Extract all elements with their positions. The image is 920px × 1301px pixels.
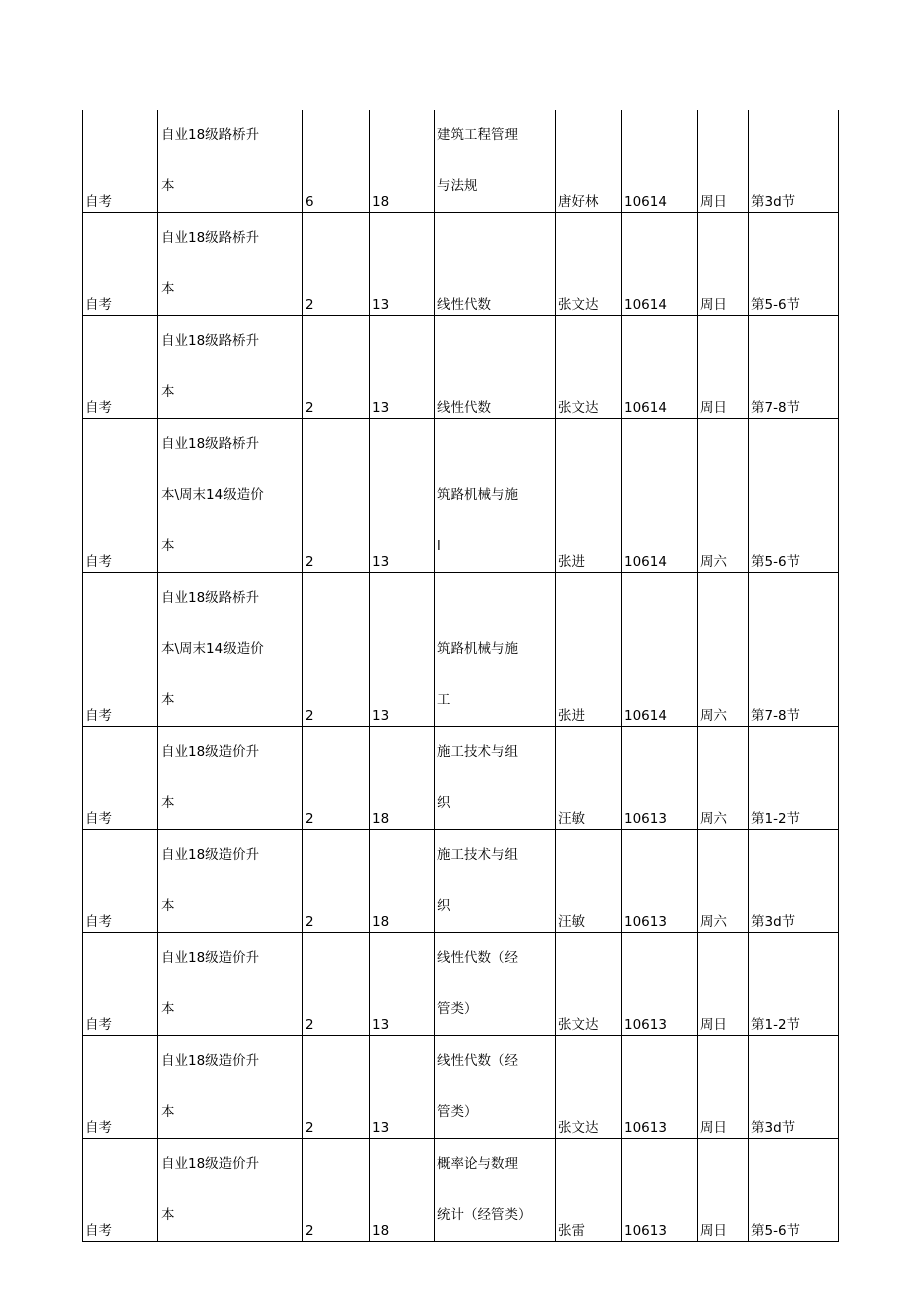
room-cell <box>622 316 698 419</box>
class-name-line: 自业18级路桥升 <box>161 127 260 143</box>
class-name-cell <box>158 933 303 1036</box>
period-cell <box>749 213 839 316</box>
room-number: 10614 <box>624 708 667 724</box>
teacher-name: 张文达 <box>558 1120 599 1136</box>
room-number: 10614 <box>624 400 667 416</box>
exam-type: 自考 <box>85 914 112 930</box>
course-name-cell <box>435 1036 556 1139</box>
class-name-line: 本 <box>161 1104 175 1120</box>
teacher-name: 汪敏 <box>558 811 585 827</box>
period: 第3d节 <box>751 914 796 930</box>
exam-type-cell <box>83 419 158 573</box>
course-name-cell <box>435 933 556 1036</box>
teacher-cell <box>556 727 622 830</box>
exam-type-cell <box>83 316 158 419</box>
period: 第5-6节 <box>751 554 801 570</box>
count-a-cell <box>303 573 370 727</box>
class-name-line: 本 <box>161 898 175 914</box>
exam-type: 自考 <box>85 1223 112 1239</box>
count-b-cell <box>370 213 435 316</box>
period-cell <box>749 830 839 933</box>
count-a-cell <box>303 316 370 419</box>
count-b-cell <box>370 419 435 573</box>
count-b-cell <box>370 1036 435 1139</box>
teacher-cell <box>556 1036 622 1139</box>
count-a: 2 <box>305 1017 314 1033</box>
weekday-cell <box>698 830 749 933</box>
count-a: 2 <box>305 1223 314 1239</box>
course-name-cell <box>435 419 556 573</box>
period: 第7-8节 <box>751 400 801 416</box>
class-name-cell <box>158 727 303 830</box>
room-number: 10614 <box>624 194 667 210</box>
course-name-cell <box>435 573 556 727</box>
weekday-cell <box>698 110 749 213</box>
class-name-line: 本 <box>161 692 175 708</box>
class-name-line: 本 <box>161 795 175 811</box>
exam-type-cell <box>83 1036 158 1139</box>
count-b: 13 <box>372 1017 390 1033</box>
class-name-line: 本 <box>161 178 175 194</box>
weekday-cell <box>698 1139 749 1242</box>
teacher-name: 张进 <box>558 554 585 570</box>
period-cell <box>749 1139 839 1242</box>
class-name-line: 自业18级造价升 <box>161 847 260 863</box>
table-row <box>83 727 839 830</box>
class-name-line: 本\周末14级造价 <box>161 641 264 657</box>
period-cell <box>749 727 839 830</box>
count-a-cell <box>303 830 370 933</box>
teacher-name: 汪敏 <box>558 914 585 930</box>
class-name-cell <box>158 316 303 419</box>
weekday: 周日 <box>700 400 727 416</box>
count-a-cell <box>303 727 370 830</box>
period-cell <box>749 419 839 573</box>
weekday-cell <box>698 573 749 727</box>
class-name-cell <box>158 830 303 933</box>
exam-type-cell <box>83 213 158 316</box>
weekday: 周六 <box>700 708 727 724</box>
period-cell <box>749 1036 839 1139</box>
course-name-line: 线性代数（经 <box>437 1053 518 1069</box>
table-row <box>83 316 839 419</box>
course-name-line: 线性代数（经 <box>437 950 518 966</box>
exam-type: 自考 <box>85 554 112 570</box>
count-b-cell <box>370 933 435 1036</box>
class-name-line: 本 <box>161 384 175 400</box>
course-name-cell <box>435 727 556 830</box>
table-row <box>83 213 839 316</box>
weekday: 周日 <box>700 1223 727 1239</box>
weekday: 周六 <box>700 811 727 827</box>
table-row <box>83 573 839 727</box>
class-name-line: 自业18级路桥升 <box>161 230 260 246</box>
class-name-line: 自业18级造价升 <box>161 744 260 760</box>
count-b-cell <box>370 727 435 830</box>
count-b: 13 <box>372 400 390 416</box>
course-name-line: 管类） <box>437 1001 478 1017</box>
teacher-name: 张文达 <box>558 1017 599 1033</box>
teacher-name: 张进 <box>558 708 585 724</box>
exam-type: 自考 <box>85 1120 112 1136</box>
class-name-line: 自业18级路桥升 <box>161 436 260 452</box>
exam-type: 自考 <box>85 194 112 210</box>
course-name-line: 概率论与数理 <box>437 1156 518 1172</box>
count-b: 18 <box>372 914 390 930</box>
count-b: 13 <box>372 297 390 313</box>
class-name-line: 本 <box>161 281 175 297</box>
course-name-line: 工 <box>437 692 451 708</box>
period: 第1-2节 <box>751 811 801 827</box>
period: 第3d节 <box>751 194 796 210</box>
course-name-line: 与法规 <box>437 178 478 194</box>
teacher-cell <box>556 933 622 1036</box>
exam-type-cell <box>83 727 158 830</box>
teacher-cell <box>556 316 622 419</box>
weekday: 周六 <box>700 914 727 930</box>
class-name-line: 本\周末14级造价 <box>161 487 264 503</box>
exam-type-cell <box>83 1139 158 1242</box>
period-cell <box>749 316 839 419</box>
teacher-cell <box>556 213 622 316</box>
count-a: 2 <box>305 554 314 570</box>
room-cell <box>622 1036 698 1139</box>
table-row <box>83 110 839 213</box>
exam-type: 自考 <box>85 1017 112 1033</box>
room-cell <box>622 830 698 933</box>
period: 第5-6节 <box>751 297 801 313</box>
table-row <box>83 1036 839 1139</box>
count-b-cell <box>370 110 435 213</box>
count-a-cell <box>303 1036 370 1139</box>
class-name-line: 本 <box>161 1001 175 1017</box>
class-name-line: 自业18级路桥升 <box>161 590 260 606</box>
schedule-table <box>82 110 839 1242</box>
room-number: 10613 <box>624 914 667 930</box>
teacher-name: 张文达 <box>558 400 599 416</box>
course-name-line: 施工技术与组 <box>437 744 518 760</box>
class-name-line: 自业18级造价升 <box>161 1156 260 1172</box>
room-number: 10613 <box>624 1223 667 1239</box>
course-name-line: 管类） <box>437 1104 478 1120</box>
class-name-line: 自业18级造价升 <box>161 1053 260 1069</box>
weekday: 周日 <box>700 1120 727 1136</box>
schedule-body <box>83 110 839 1242</box>
course-name-line: 织 <box>437 795 451 811</box>
course-name-line: 统计（经管类） <box>437 1207 532 1223</box>
course-name-line: 线性代数 <box>437 297 491 313</box>
exam-type: 自考 <box>85 400 112 416</box>
count-a-cell <box>303 110 370 213</box>
count-b-cell <box>370 573 435 727</box>
table-row <box>83 419 839 573</box>
class-name-cell <box>158 573 303 727</box>
exam-type-cell <box>83 110 158 213</box>
course-name-line: l <box>437 538 441 554</box>
room-cell <box>622 419 698 573</box>
count-a: 2 <box>305 708 314 724</box>
course-name-line: 施工技术与组 <box>437 847 518 863</box>
period: 第1-2节 <box>751 1017 801 1033</box>
course-name-cell <box>435 830 556 933</box>
exam-type: 自考 <box>85 297 112 313</box>
class-name-line: 本 <box>161 1207 175 1223</box>
count-a-cell <box>303 1139 370 1242</box>
course-name-line: 建筑工程管理 <box>437 127 518 143</box>
teacher-cell <box>556 1139 622 1242</box>
count-a: 2 <box>305 1120 314 1136</box>
course-name-line: 织 <box>437 898 451 914</box>
exam-type-cell <box>83 933 158 1036</box>
count-a-cell <box>303 933 370 1036</box>
count-b: 13 <box>372 708 390 724</box>
table-row <box>83 1139 839 1242</box>
room-number: 10614 <box>624 554 667 570</box>
weekday-cell <box>698 727 749 830</box>
room-number: 10614 <box>624 297 667 313</box>
period-cell <box>749 573 839 727</box>
exam-type-cell <box>83 830 158 933</box>
weekday-cell <box>698 933 749 1036</box>
count-a: 2 <box>305 811 314 827</box>
count-a: 2 <box>305 297 314 313</box>
weekday: 周日 <box>700 1017 727 1033</box>
count-b: 18 <box>372 811 390 827</box>
teacher-cell <box>556 830 622 933</box>
weekday-cell <box>698 419 749 573</box>
period-cell <box>749 933 839 1036</box>
exam-type: 自考 <box>85 708 112 724</box>
count-a: 2 <box>305 400 314 416</box>
room-cell <box>622 727 698 830</box>
class-name-cell <box>158 1139 303 1242</box>
count-b: 18 <box>372 1223 390 1239</box>
class-name-line: 自业18级造价升 <box>161 950 260 966</box>
teacher-cell <box>556 110 622 213</box>
count-a-cell <box>303 419 370 573</box>
teacher-name: 唐好林 <box>558 194 599 210</box>
teacher-name: 张文达 <box>558 297 599 313</box>
course-name-cell <box>435 110 556 213</box>
period: 第5-6节 <box>751 1223 801 1239</box>
period: 第3d节 <box>751 1120 796 1136</box>
room-number: 10613 <box>624 811 667 827</box>
count-b: 18 <box>372 194 390 210</box>
class-name-line: 自业18级路桥升 <box>161 333 260 349</box>
period: 第7-8节 <box>751 708 801 724</box>
room-cell <box>622 573 698 727</box>
class-name-cell <box>158 213 303 316</box>
room-cell <box>622 213 698 316</box>
class-name-cell <box>158 419 303 573</box>
course-name-line: 线性代数 <box>437 400 491 416</box>
count-b-cell <box>370 1139 435 1242</box>
course-name-cell <box>435 213 556 316</box>
count-b: 13 <box>372 1120 390 1136</box>
weekday: 周日 <box>700 194 727 210</box>
room-cell <box>622 933 698 1036</box>
weekday-cell <box>698 316 749 419</box>
class-name-cell <box>158 110 303 213</box>
count-a: 2 <box>305 914 314 930</box>
room-number: 10613 <box>624 1120 667 1136</box>
period-cell <box>749 110 839 213</box>
teacher-cell <box>556 573 622 727</box>
weekday: 周六 <box>700 554 727 570</box>
count-b-cell <box>370 830 435 933</box>
count-b-cell <box>370 316 435 419</box>
teacher-name: 张雷 <box>558 1223 585 1239</box>
count-a-cell <box>303 213 370 316</box>
room-cell <box>622 110 698 213</box>
room-cell <box>622 1139 698 1242</box>
exam-type-cell <box>83 573 158 727</box>
weekday-cell <box>698 213 749 316</box>
teacher-cell <box>556 419 622 573</box>
course-name-cell <box>435 1139 556 1242</box>
weekday: 周日 <box>700 297 727 313</box>
course-name-line: 筑路机械与施 <box>437 487 518 503</box>
course-name-cell <box>435 316 556 419</box>
class-name-cell <box>158 1036 303 1139</box>
class-name-line: 本 <box>161 538 175 554</box>
count-b: 13 <box>372 554 390 570</box>
room-number: 10613 <box>624 1017 667 1033</box>
table-row <box>83 830 839 933</box>
count-a: 6 <box>305 194 314 210</box>
course-name-line: 筑路机械与施 <box>437 641 518 657</box>
exam-type: 自考 <box>85 811 112 827</box>
table-row <box>83 933 839 1036</box>
weekday-cell <box>698 1036 749 1139</box>
